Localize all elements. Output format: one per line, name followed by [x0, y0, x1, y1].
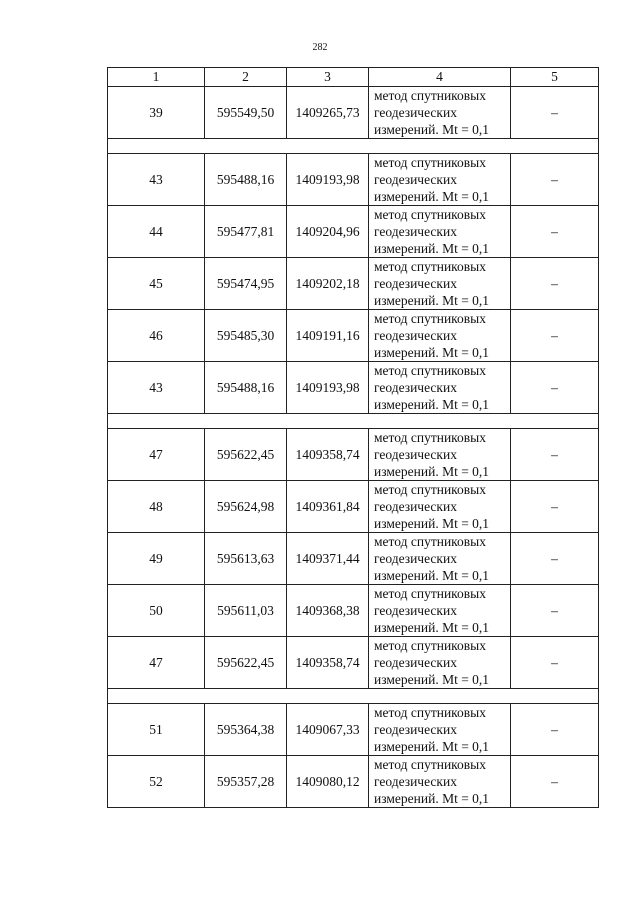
table-row: [108, 637, 599, 689]
separator-row: [108, 139, 599, 154]
y-coordinate-cell: 1409358,74: [287, 637, 369, 689]
method-line: метод спутниковых: [374, 638, 486, 653]
column-header: 2: [205, 68, 287, 87]
point-number-cell: 39: [108, 87, 205, 139]
note-cell: –: [511, 756, 599, 808]
method-cell: [369, 310, 511, 362]
method-line: метод спутниковых: [374, 363, 486, 378]
point-number-cell: 43: [108, 154, 205, 206]
point-number-cell: 46: [108, 310, 205, 362]
y-coordinate-cell: 1409371,44: [287, 533, 369, 585]
table-row: [108, 585, 599, 637]
method-line: метод спутниковых: [374, 259, 486, 274]
method-cell: [369, 206, 511, 258]
method-line: геодезических: [374, 722, 457, 737]
table-row: [108, 533, 599, 585]
note-cell: –: [511, 637, 599, 689]
method-line: измерений. Mt = 0,1: [374, 464, 490, 479]
method-line: геодезических: [374, 276, 457, 291]
x-coordinate-cell: 595474,95: [205, 258, 287, 310]
y-coordinate-cell: 1409193,98: [287, 362, 369, 414]
y-coordinate-cell: 1409193,98: [287, 154, 369, 206]
column-header: 3: [287, 68, 369, 87]
method-line: измерений. Mt = 0,1: [374, 345, 490, 360]
method-line: измерений. Mt = 0,1: [374, 516, 490, 531]
x-coordinate-cell: 595488,16: [205, 362, 287, 414]
table-row: [108, 704, 599, 756]
point-number-cell: 47: [108, 637, 205, 689]
x-coordinate-cell: 595488,16: [205, 154, 287, 206]
separator-cell: [108, 689, 599, 704]
point-number-cell: 47: [108, 429, 205, 481]
method-line: измерений. Mt = 0,1: [374, 620, 490, 635]
table-row: [108, 429, 599, 481]
note-cell: –: [511, 87, 599, 139]
separator-row: [108, 689, 599, 704]
point-number-cell: 49: [108, 533, 205, 585]
x-coordinate-cell: 595549,50: [205, 87, 287, 139]
y-coordinate-cell: 1409191,16: [287, 310, 369, 362]
table-row: [108, 154, 599, 206]
method-line: геодезических: [374, 447, 457, 462]
method-line: геодезических: [374, 380, 457, 395]
table-row: [108, 481, 599, 533]
x-coordinate-cell: 595624,98: [205, 481, 287, 533]
method-line: измерений. Mt = 0,1: [374, 189, 490, 204]
table-row: [108, 206, 599, 258]
method-cell: [369, 704, 511, 756]
method-line: измерений. Mt = 0,1: [374, 568, 490, 583]
note-cell: –: [511, 429, 599, 481]
method-line: метод спутниковых: [374, 534, 486, 549]
method-line: метод спутниковых: [374, 155, 486, 170]
point-number-cell: 50: [108, 585, 205, 637]
separator-cell: [108, 414, 599, 429]
note-cell: –: [511, 704, 599, 756]
method-line: геодезических: [374, 105, 457, 120]
table-row: [108, 258, 599, 310]
note-cell: –: [511, 206, 599, 258]
method-line: геодезических: [374, 774, 457, 789]
method-line: измерений. Mt = 0,1: [374, 791, 490, 806]
point-number-cell: 44: [108, 206, 205, 258]
method-line: метод спутниковых: [374, 88, 486, 103]
x-coordinate-cell: 595357,28: [205, 756, 287, 808]
separator-row: [108, 414, 599, 429]
note-cell: –: [511, 258, 599, 310]
table-row: [108, 310, 599, 362]
method-cell: [369, 362, 511, 414]
coordinates-table: [107, 67, 599, 808]
note-cell: –: [511, 362, 599, 414]
column-header: 4: [369, 68, 511, 87]
y-coordinate-cell: 1409067,33: [287, 704, 369, 756]
table-row: [108, 362, 599, 414]
column-header: 5: [511, 68, 599, 87]
method-line: измерений. Mt = 0,1: [374, 672, 490, 687]
table-row: [108, 756, 599, 808]
table-row: [108, 87, 599, 139]
method-line: измерений. Mt = 0,1: [374, 293, 490, 308]
method-line: измерений. Mt = 0,1: [374, 397, 490, 412]
y-coordinate-cell: 1409265,73: [287, 87, 369, 139]
y-coordinate-cell: 1409202,18: [287, 258, 369, 310]
note-cell: –: [511, 585, 599, 637]
x-coordinate-cell: 595611,03: [205, 585, 287, 637]
method-line: измерений. Mt = 0,1: [374, 739, 490, 754]
point-number-cell: 48: [108, 481, 205, 533]
method-cell: [369, 429, 511, 481]
separator-cell: [108, 139, 599, 154]
method-line: метод спутниковых: [374, 430, 486, 445]
method-cell: [369, 87, 511, 139]
method-line: метод спутниковых: [374, 586, 486, 601]
y-coordinate-cell: 1409368,38: [287, 585, 369, 637]
x-coordinate-cell: 595485,30: [205, 310, 287, 362]
method-cell: [369, 637, 511, 689]
x-coordinate-cell: 595477,81: [205, 206, 287, 258]
table-header-row: [108, 68, 599, 87]
y-coordinate-cell: 1409361,84: [287, 481, 369, 533]
note-cell: –: [511, 310, 599, 362]
point-number-cell: 51: [108, 704, 205, 756]
x-coordinate-cell: 595364,38: [205, 704, 287, 756]
point-number-cell: 52: [108, 756, 205, 808]
method-line: геодезических: [374, 328, 457, 343]
x-coordinate-cell: 595622,45: [205, 637, 287, 689]
method-line: геодезических: [374, 655, 457, 670]
note-cell: –: [511, 481, 599, 533]
method-line: метод спутниковых: [374, 757, 486, 772]
method-line: геодезических: [374, 224, 457, 239]
method-line: измерений. Mt = 0,1: [374, 122, 490, 137]
method-line: геодезических: [374, 499, 457, 514]
method-cell: [369, 585, 511, 637]
method-line: метод спутниковых: [374, 482, 486, 497]
y-coordinate-cell: 1409358,74: [287, 429, 369, 481]
x-coordinate-cell: 595613,63: [205, 533, 287, 585]
method-line: геодезических: [374, 172, 457, 187]
method-line: метод спутниковых: [374, 705, 486, 720]
y-coordinate-cell: 1409204,96: [287, 206, 369, 258]
method-line: геодезических: [374, 603, 457, 618]
y-coordinate-cell: 1409080,12: [287, 756, 369, 808]
note-cell: –: [511, 154, 599, 206]
method-cell: [369, 258, 511, 310]
method-cell: [369, 533, 511, 585]
method-line: метод спутниковых: [374, 207, 486, 222]
column-header: 1: [108, 68, 205, 87]
method-line: измерений. Mt = 0,1: [374, 241, 490, 256]
point-number-cell: 45: [108, 258, 205, 310]
table-body: [108, 87, 599, 808]
method-line: метод спутниковых: [374, 311, 486, 326]
method-cell: [369, 154, 511, 206]
x-coordinate-cell: 595622,45: [205, 429, 287, 481]
method-cell: [369, 481, 511, 533]
page-number: 282: [312, 42, 328, 53]
method-line: геодезических: [374, 551, 457, 566]
method-cell: [369, 756, 511, 808]
note-cell: –: [511, 533, 599, 585]
point-number-cell: 43: [108, 362, 205, 414]
